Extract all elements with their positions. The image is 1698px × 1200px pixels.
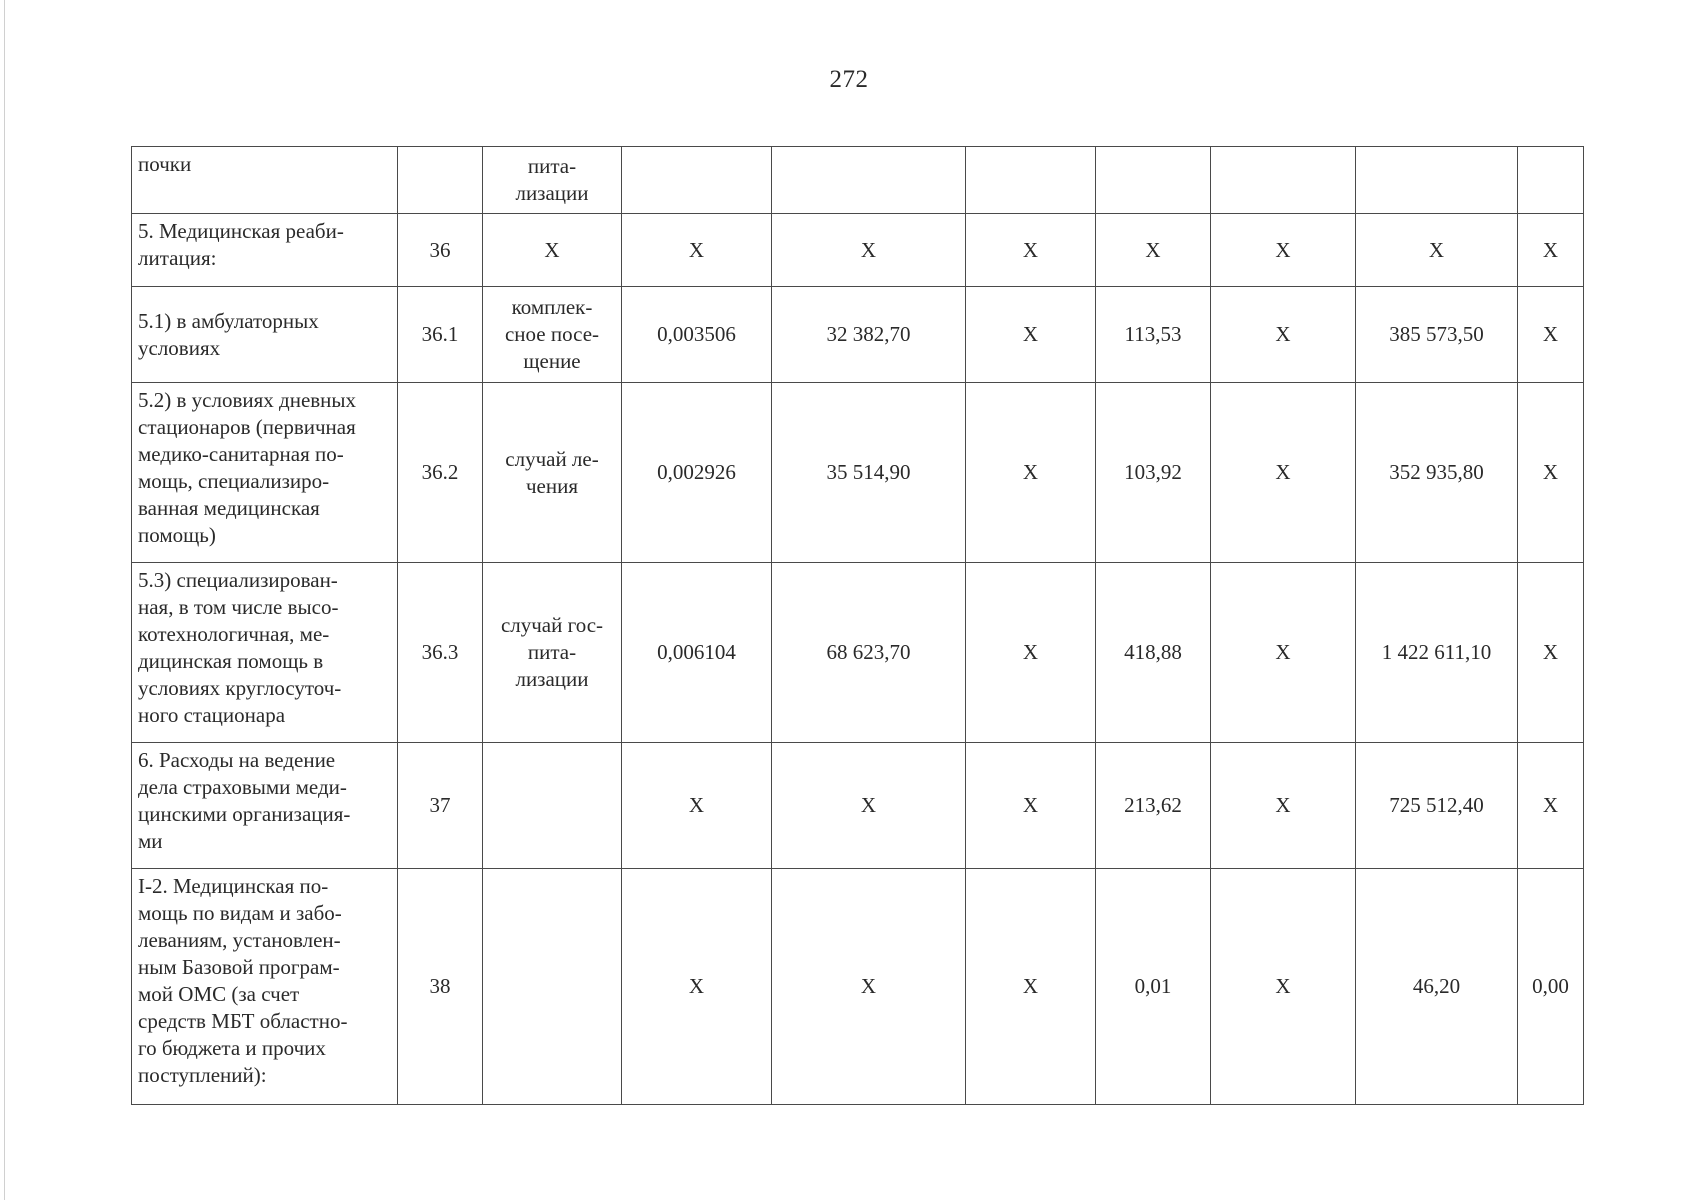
row-number: 36.2 — [398, 383, 483, 563]
cell-c10: X — [1518, 383, 1584, 563]
cell-c4: X — [622, 214, 772, 287]
cell-c9: 1 422 611,10 — [1356, 563, 1518, 743]
row-unit: случай гос- пита- лизации — [483, 563, 622, 743]
row-unit: комплек- сное посе- щение — [483, 287, 622, 383]
row-number: 36.1 — [398, 287, 483, 383]
cell-c5: X — [772, 869, 966, 1105]
cell-c10: X — [1518, 563, 1584, 743]
table-row — [132, 869, 1584, 1105]
cell-c7: 103,92 — [1096, 383, 1211, 563]
cell-c6: X — [966, 869, 1096, 1105]
cell-c10: 0,00 — [1518, 869, 1584, 1105]
cell-c5: 35 514,90 — [772, 383, 966, 563]
cell-c6: X — [966, 383, 1096, 563]
cell-c10: X — [1518, 743, 1584, 869]
cell-c8: X — [1211, 287, 1356, 383]
cell-c8: X — [1211, 563, 1356, 743]
row-unit — [483, 869, 622, 1105]
cell-c8: X — [1211, 869, 1356, 1105]
cell-c7: 213,62 — [1096, 743, 1211, 869]
row-number: 37 — [398, 743, 483, 869]
table-row — [132, 563, 1584, 743]
cell-c5: 32 382,70 — [772, 287, 966, 383]
cell-c8 — [1211, 147, 1356, 214]
cell-c4 — [622, 147, 772, 214]
cell-c10: X — [1518, 287, 1584, 383]
row-number: 36.3 — [398, 563, 483, 743]
cell-c4: 0,002926 — [622, 383, 772, 563]
cell-c6: X — [966, 563, 1096, 743]
cell-c9: 46,20 — [1356, 869, 1518, 1105]
cell-c8: X — [1211, 383, 1356, 563]
table-row — [132, 214, 1584, 287]
cell-c9: 352 935,80 — [1356, 383, 1518, 563]
table-row — [132, 147, 1584, 214]
cell-c7 — [1096, 147, 1211, 214]
row-name: 5.3) специализирован- ная, в том числе высо- котехнологичная, ме- дицинская помощь в условиях круглосуточ- ного стационара — [132, 563, 398, 743]
cell-c5: 68 623,70 — [772, 563, 966, 743]
row-unit: пита- лизации — [483, 147, 622, 214]
table-row — [132, 383, 1584, 563]
row-name: почки — [132, 147, 398, 214]
cell-c7: 418,88 — [1096, 563, 1211, 743]
row-name: 6. Расходы на ведение дела страховыми меди- цинскими организация- ми — [132, 743, 398, 869]
row-name: I-2. Медицинская по- мощь по видам и забо- леваниям, установлен- ным Базовой програм- мой ОМС (за счет средств МБТ областно- го бюджета и прочих поступлений): — [132, 869, 398, 1105]
cell-c10 — [1518, 147, 1584, 214]
row-unit: X — [483, 214, 622, 287]
cell-c6 — [966, 147, 1096, 214]
cell-c4: X — [622, 869, 772, 1105]
cell-c10: X — [1518, 214, 1584, 287]
cell-c4: 0,006104 — [622, 563, 772, 743]
cell-c7: 0,01 — [1096, 869, 1211, 1105]
cell-c8: X — [1211, 743, 1356, 869]
cell-c5: X — [772, 743, 966, 869]
cell-c9: 725 512,40 — [1356, 743, 1518, 869]
cell-c9 — [1356, 147, 1518, 214]
cell-c4: X — [622, 743, 772, 869]
cell-c9: 385 573,50 — [1356, 287, 1518, 383]
cell-c7: 113,53 — [1096, 287, 1211, 383]
cell-c4: 0,003506 — [622, 287, 772, 383]
row-number: 36 — [398, 214, 483, 287]
cell-c6: X — [966, 743, 1096, 869]
row-number: 38 — [398, 869, 483, 1105]
row-name: 5. Медицинская реаби- литация: — [132, 214, 398, 287]
cell-c9: X — [1356, 214, 1518, 287]
row-unit — [483, 743, 622, 869]
row-unit: случай ле- чения — [483, 383, 622, 563]
table-row — [132, 743, 1584, 869]
cell-c8: X — [1211, 214, 1356, 287]
cell-c7: X — [1096, 214, 1211, 287]
row-name: 5.1) в амбулаторных условиях — [132, 287, 398, 383]
cell-c5: X — [772, 214, 966, 287]
table-row — [132, 287, 1584, 383]
scan-edge-line — [4, 0, 5, 1200]
cell-c6: X — [966, 214, 1096, 287]
page-number: 272 — [829, 66, 869, 93]
financing-table — [131, 146, 1584, 1105]
row-name: 5.2) в условиях дневных стационаров (первичная медико-санитарная по- мощь, специализиро- ванная медицинская помощь) — [132, 383, 398, 563]
cell-c6: X — [966, 287, 1096, 383]
row-number — [398, 147, 483, 214]
cell-c5 — [772, 147, 966, 214]
